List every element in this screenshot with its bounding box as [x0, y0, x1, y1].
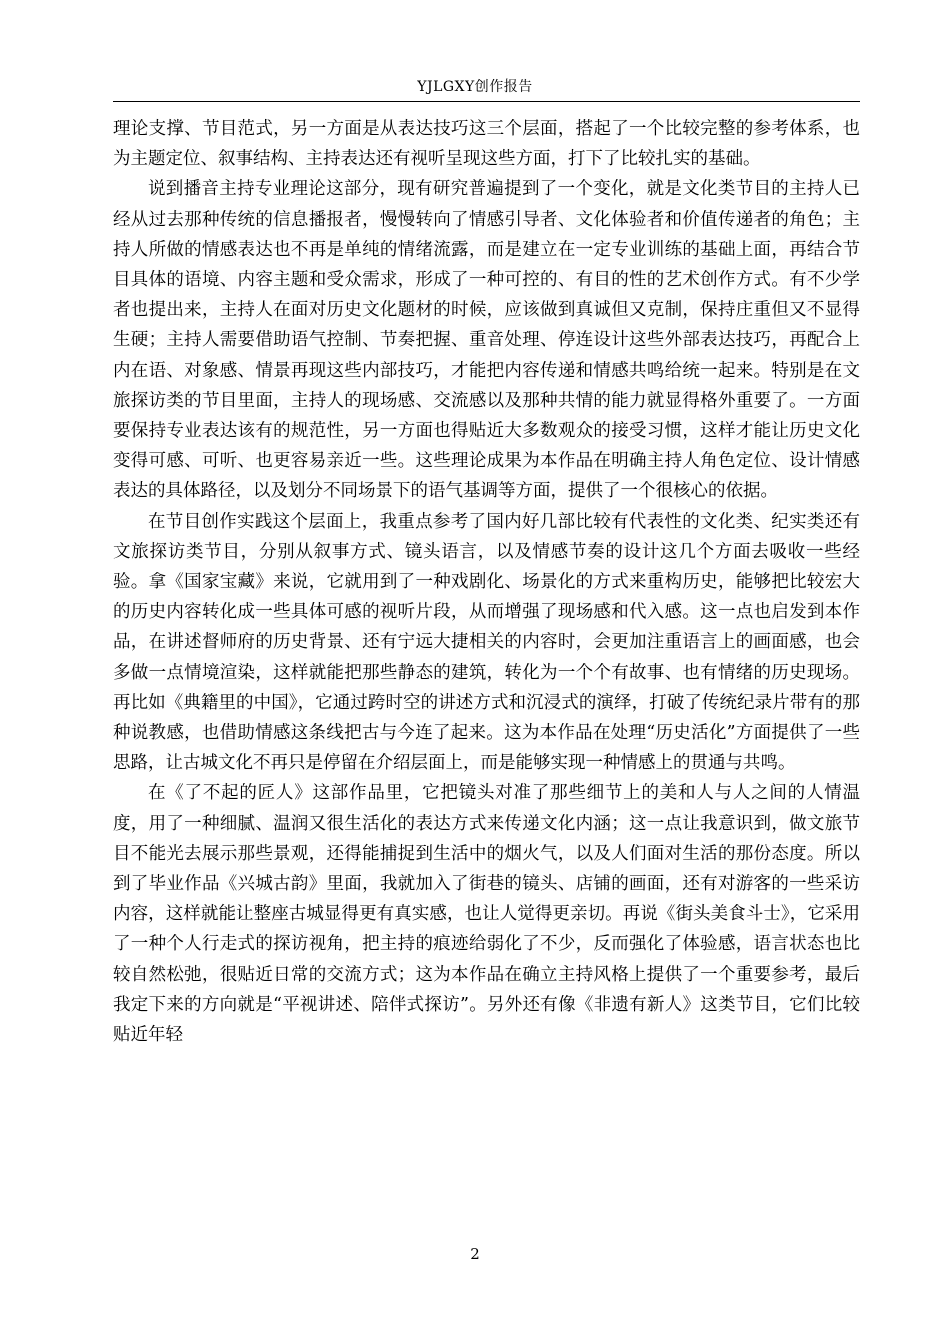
paragraph: 在节目创作实践这个层面上，我重点参考了国内好几部比较有代表性的文化类、纪实类还有文旅探访类节目，分别从叙事方式、镜头语言，以及情感节奏的设计这几个方面去吸收一些经验。拿《国家宝藏》来说，它就用到了一种戏剧化、场景化的方式来重构历史，能够把比较宏大的历史内容转化成一些具体可感的视听片段，从而增强了现场感和代入感。这一点也启发到本作品，在讲述督师府的历史背景、还有宁远大捷相关的内容时，会更加注重语言上的画面感，也会多做一点情境渲染，这样就能把那些静态的建筑，转化为一个个有故事、也有情绪的历史现场。再比如《典籍里的中国》，它通过跨时空的讲述方式和沉浸式的演绎，打破了传统纪录片带有的那种说教感，也借助情感这条线把古与今连了起来。这为本作品在处理“历史活化”方面提供了一些思路，让古城文化不再只是停留在介绍层面上，而是能够实现一种情感上的贯通与共鸣。: [113, 511, 860, 774]
running-header: YJLGXY创作报告: [417, 79, 533, 95]
paragraph: 在《了不起的匠人》这部作品里，它把镜头对准了那些细节上的美和人与人之间的人情温度，用了一种细腻、温润又很生活化的表达方式来传递文化内涵；这一点让我意识到，做文旅节目不能光去展示那些景观，还得能捕捉到生活中的烟火气，以及人们面对生活的那份态度。所以到了毕业作品《兴城古韵》里面，我就加入了街巷的镜头、店铺的画面，还有对游客的一些采访内容，这样就能让整座古城显得更有真实感，也让人觉得更亲切。再说《街头美食斗士》，它采用了一种个人行走式的探访视角，把主持的痕迹给弱化了不少，反而强化了体验感，语言状态也比较自然松弛，很贴近日常的交流方式；这为本作品在确立主持风格上提供了一个重要参考，最后我定下来的方向就是“平视讲述、陪伴式探访”。另外还有像《非遗有新人》这类节目，它们比较贴近年轻: [113, 783, 860, 1046]
page-number: 2: [470, 1245, 480, 1263]
paragraph: 说到播音主持专业理论这部分，现有研究普遍提到了一个变化，就是文化类节目的主持人已经从过去那种传统的信息播报者，慢慢转向了情感引导者、文化体验者和价值传递者的角色；主持人所做的情感表达也不再是单纯的情绪流露，而是建立在一定专业训练的基础上面，再结合节目具体的语境、内容主题和受众需求，形成了一种可控的、有目的性的艺术创作方式。有不少学者也提出来，主持人在面对历史文化题材的时候，应该做到真诚但又克制，保持庄重但又不显得生硬；主持人需要借助语气控制、节奏把握、重音处理、停连设计这些外部表达技巧，再配合上内在语、对象感、情景再现这些内部技巧，才能把内容传递和情感共鸣给统一起来。特别是在文旅探访类的节目里面，主持人的现场感、交流感以及那种共情的能力就显得格外重要了。一方面要保持专业表达该有的规范性，另一方面也得贴近大多数观众的接受习惯，这样才能让历史文化变得可感、可听、也更容易亲近一些。这些理论成果为本作品在明确主持人角色定位、设计情感表达的具体路径，以及划分不同场景下的语气基调等方面，提供了一个很核心的依据。: [113, 179, 860, 502]
header-divider: [113, 101, 860, 102]
paragraph-continued: 理论支撑、节目范式，另一方面是从表达技巧这三个层面，搭起了一个比较完整的参考体系，也为主题定位、叙事结构、主持表达还有视听呈现这些方面，打下了比较扎实的基础。: [113, 119, 860, 170]
body-text: [113, 114, 860, 1050]
